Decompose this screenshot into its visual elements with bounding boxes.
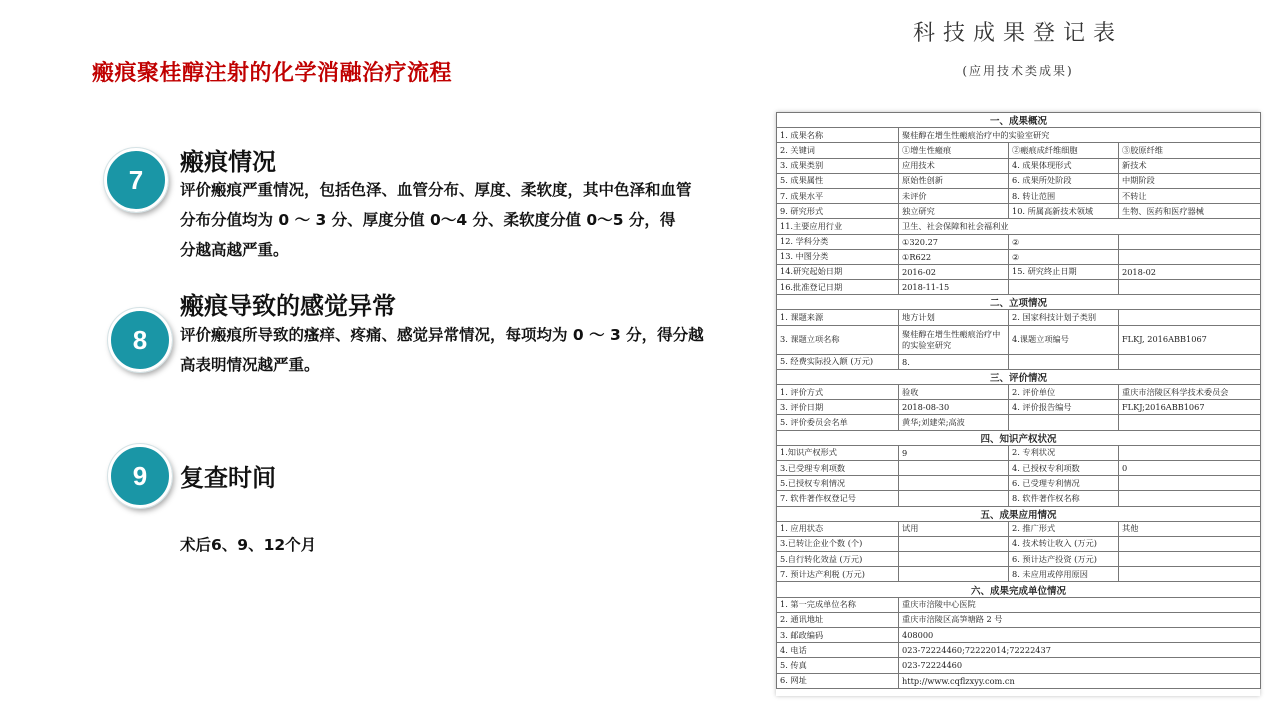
step-title: 复查时间 [180, 464, 276, 492]
field-label: 5. 经费实际投入额 (万元) [777, 354, 899, 369]
field-label: 2. 专利状况 [1009, 445, 1119, 460]
field-label: 3.已转让企业个数 (个) [777, 536, 899, 551]
field-value [899, 491, 1009, 506]
field-label: ② [1009, 234, 1119, 249]
field-value: 生物、医药和医疗器械 [1119, 204, 1261, 219]
table-row [777, 188, 1261, 203]
field-label: ②瘢痕成纤维细胞 [1009, 143, 1119, 158]
field-label: 6. 预计达产投资 (万元) [1009, 552, 1119, 567]
field-value: 独立研究 [899, 204, 1009, 219]
field-value [1119, 491, 1261, 506]
field-value: 聚桂醇在增生性瘢痕治疗中的实验室研究 [899, 128, 1261, 143]
table-row [777, 552, 1261, 567]
section-header: 三、评价情况 [777, 369, 1261, 384]
table-row [777, 310, 1261, 325]
table-row [777, 612, 1261, 627]
field-value: 0 [1119, 460, 1261, 475]
table-row [777, 658, 1261, 673]
field-label: 4. 评价报告编号 [1009, 400, 1119, 415]
table-row [777, 325, 1261, 354]
field-label: 2. 关键词 [777, 143, 899, 158]
field-label: 12. 学科分类 [777, 234, 899, 249]
field-value [1119, 476, 1261, 491]
field-value: 未评价 [899, 188, 1009, 203]
table-row [777, 628, 1261, 643]
step-title: 瘢痕导致的感觉异常 [180, 292, 396, 320]
field-value [1119, 536, 1261, 551]
field-label: 8. 转让范围 [1009, 188, 1119, 203]
field-label: 14.研究起始日期 [777, 264, 899, 279]
field-label: 5.已授权专利情况 [777, 476, 899, 491]
field-label: 13. 中图分类 [777, 249, 899, 264]
field-label: 1. 应用状态 [777, 521, 899, 536]
document-title: 科技成果登记表 [912, 21, 1123, 46]
field-value [1119, 415, 1261, 430]
field-value: 9 [899, 445, 1009, 460]
field-label: 3. 邮政编码 [777, 628, 899, 643]
step-number-badge: 8 [108, 308, 172, 372]
field-value: FLKJ, 2016ABB1067 [1119, 325, 1261, 354]
field-label: ② [1009, 249, 1119, 264]
field-label: 2. 国家科技计划子类别 [1009, 310, 1119, 325]
field-label: 5. 评价委员会名单 [777, 415, 899, 430]
field-label: 4.课题立项编号 [1009, 325, 1119, 354]
field-label: 4. 技术转让收入 (万元) [1009, 536, 1119, 551]
field-label: 3.已受理专利项数 [777, 460, 899, 475]
table-row [777, 476, 1261, 491]
field-value [899, 460, 1009, 475]
step-number-badge: 7 [104, 148, 168, 212]
field-value [1119, 567, 1261, 582]
table-row [777, 234, 1261, 249]
table-row [777, 460, 1261, 475]
field-label: 8. 软件著作权名称 [1009, 491, 1119, 506]
table-row [777, 536, 1261, 551]
field-label: 5. 传真 [777, 658, 899, 673]
field-value: 023-72224460;72222014;72222437 [899, 643, 1261, 658]
field-label: 1.知识产权形式 [777, 445, 899, 460]
table-row [777, 491, 1261, 506]
field-value [899, 552, 1009, 567]
field-value [1119, 249, 1261, 264]
field-label: 1. 课题来源 [777, 310, 899, 325]
section-header-row [777, 295, 1261, 310]
field-value: 黄华;刘建荣;高波 [899, 415, 1009, 430]
step-number-badge: 9 [108, 444, 172, 508]
field-label: 6. 已受理专利情况 [1009, 476, 1119, 491]
field-label: 5. 成果属性 [777, 173, 899, 188]
field-value [899, 536, 1009, 551]
field-label: 2. 推广形式 [1009, 521, 1119, 536]
field-value: ③胶原纤维 [1119, 143, 1261, 158]
field-label: 7. 预计达产利税 (万元) [777, 567, 899, 582]
field-value: 原始性创新 [899, 173, 1009, 188]
field-value [1119, 234, 1261, 249]
field-value [1119, 354, 1261, 369]
field-label: 1. 评价方式 [777, 385, 899, 400]
field-value [899, 476, 1009, 491]
section-header: 六、成果完成单位情况 [777, 582, 1261, 597]
field-value: 应用技术 [899, 158, 1009, 173]
field-value: 其他 [1119, 521, 1261, 536]
field-value: 聚桂醇在增生性瘢痕治疗中的实验室研究 [899, 325, 1009, 354]
field-value: 验收 [899, 385, 1009, 400]
field-value: 地方计划 [899, 310, 1009, 325]
field-value: 卫生、社会保障和社会福利业 [899, 219, 1261, 234]
table-row [777, 158, 1261, 173]
section-header-row [777, 430, 1261, 445]
field-value: http://www.cqflzxyy.com.cn [899, 673, 1261, 688]
field-label: 15. 研究终止日期 [1009, 264, 1119, 279]
field-value: 不转让 [1119, 188, 1261, 203]
field-label: 5.自行转化效益 (万元) [777, 552, 899, 567]
field-label: 1. 第一完成单位名称 [777, 597, 899, 612]
registration-table [776, 112, 1261, 689]
registration-form [776, 112, 1260, 696]
table-row [777, 249, 1261, 264]
table-row [777, 354, 1261, 369]
field-value [1119, 552, 1261, 567]
field-value [1119, 310, 1261, 325]
field-value: 2018-08-30 [899, 400, 1009, 415]
field-label: 11.主要应用行业 [777, 219, 899, 234]
section-header: 二、立项情况 [777, 295, 1261, 310]
table-row [777, 204, 1261, 219]
field-label: 2. 通讯地址 [777, 612, 899, 627]
field-label: 4. 已授权专利项数 [1009, 460, 1119, 475]
step-description [180, 175, 750, 265]
field-value: 2018-11-15 [899, 280, 1009, 295]
table-row [777, 385, 1261, 400]
field-value: 新技术 [1119, 158, 1261, 173]
field-value [1119, 445, 1261, 460]
table-row [777, 445, 1261, 460]
field-value: 2018-02 [1119, 264, 1261, 279]
description-line: 分越高越严重。 [180, 241, 289, 259]
table-row [777, 219, 1261, 234]
field-label: 9. 研究形式 [777, 204, 899, 219]
step-description [180, 530, 750, 560]
section-header: 一、成果概况 [777, 113, 1261, 128]
document-subtitle: (应用技术类成果) [962, 64, 1074, 78]
table-row [777, 143, 1261, 158]
step-description [180, 320, 750, 380]
description-line: 高表明情况越严重。 [180, 356, 320, 374]
field-value: 8. [899, 354, 1009, 369]
step-title: 瘢痕情况 [180, 148, 276, 176]
table-row [777, 400, 1261, 415]
field-value: 中期阶段 [1119, 173, 1261, 188]
field-label: 3. 评价日期 [777, 400, 899, 415]
page-title: 瘢痕聚桂醇注射的化学消融治疗流程 [92, 61, 453, 86]
field-label [1009, 354, 1119, 369]
field-value [899, 567, 1009, 582]
description-line: 评价瘢痕严重情况，包括色泽、血管分布、厚度、柔软度，其中色泽和血管 [180, 181, 692, 199]
field-label [1009, 415, 1119, 430]
table-row [777, 643, 1261, 658]
table-row [777, 128, 1261, 143]
field-value: ①R622 [899, 249, 1009, 264]
section-header-row [777, 113, 1261, 128]
section-header: 四、知识产权状况 [777, 430, 1261, 445]
field-label: 4. 电话 [777, 643, 899, 658]
field-value: 重庆市涪陵区科学技术委员会 [1119, 385, 1261, 400]
section-header-row [777, 506, 1261, 521]
table-row [777, 673, 1261, 688]
field-label [1009, 280, 1119, 295]
field-value: 重庆市涪陵区高笋塘路 2 号 [899, 612, 1261, 627]
table-row [777, 597, 1261, 612]
field-value: ①增生性瘢痕 [899, 143, 1009, 158]
description-line: 分布分值均为 0 ～ 3 分、厚度分值 0～4 分、柔软度分值 0～5 分，得 [180, 211, 676, 229]
field-value: 023-72224460 [899, 658, 1261, 673]
table-row [777, 521, 1261, 536]
field-value: 试用 [899, 521, 1009, 536]
field-label: 7. 软件著作权登记号 [777, 491, 899, 506]
field-value: FLKJ;2016ABB1067 [1119, 400, 1261, 415]
description-line: 评价瘢痕所导致的瘙痒、疼痛、感觉异常情况，每项均为 0 ～ 3 分，得分越 [180, 326, 704, 344]
section-header: 五、成果应用情况 [777, 506, 1261, 521]
section-header-row [777, 369, 1261, 384]
table-row [777, 567, 1261, 582]
field-label: 7. 成果水平 [777, 188, 899, 203]
field-value: 重庆市涪陵中心医院 [899, 597, 1261, 612]
description-line: 术后6、9、12个月 [180, 536, 317, 554]
field-label: 16.批准登记日期 [777, 280, 899, 295]
table-row [777, 264, 1261, 279]
section-header-row [777, 582, 1261, 597]
table-row [777, 173, 1261, 188]
field-label: 6. 网址 [777, 673, 899, 688]
field-label: 3. 成果类别 [777, 158, 899, 173]
field-label: 10. 所属高新技术领域 [1009, 204, 1119, 219]
field-label: 8. 未应用或停用原因 [1009, 567, 1119, 582]
field-value [1119, 280, 1261, 295]
table-row [777, 415, 1261, 430]
field-label: 2. 评价单位 [1009, 385, 1119, 400]
table-row [777, 280, 1261, 295]
field-label: 6. 成果所处阶段 [1009, 173, 1119, 188]
field-value: ①320.27 [899, 234, 1009, 249]
field-label: 3. 课题立项名称 [777, 325, 899, 354]
field-value: 2016-02 [899, 264, 1009, 279]
field-label: 4. 成果体现形式 [1009, 158, 1119, 173]
field-label: 1. 成果名称 [777, 128, 899, 143]
field-value: 408000 [899, 628, 1261, 643]
